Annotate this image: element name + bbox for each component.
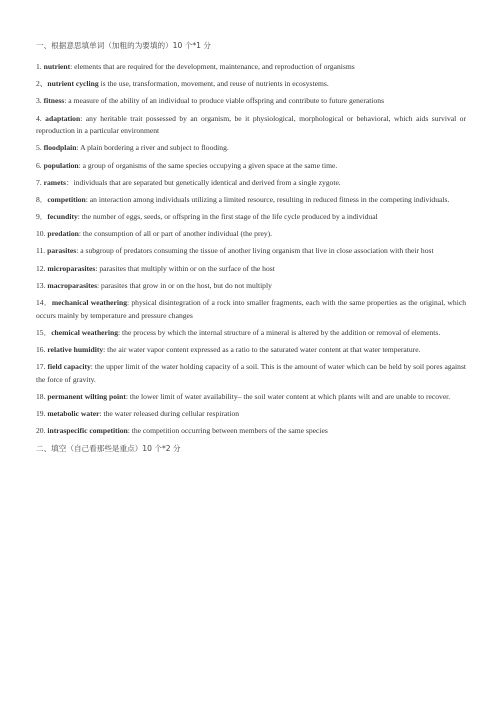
- item-definition: : the lower limit of water availability– the soil water content at which plants wilt and are unable to recover.: [125, 391, 451, 401]
- item-definition: : the number of eggs, seeds, or offspring in the first stage of the life cycle produced by a individual: [77, 212, 378, 222]
- item-definition: is the use, transformation, movement, and reuse of nutrients in ecosystems.: [98, 79, 329, 89]
- item-term: population: [43, 160, 79, 170]
- item-term: parasites: [47, 246, 77, 256]
- item-definition: : any heritable trait possessed by an organism, be it physiological, morphological or behavioral, which aids survival or reproduction in a particular environment: [36, 113, 467, 136]
- item-number: 6.: [36, 160, 44, 170]
- definition-item: [36, 280, 466, 293]
- item-number: 3.: [36, 96, 44, 106]
- item-definition: : the air water vapor content expressed as a ratio to the saturated water content at that water temperature.: [103, 345, 421, 354]
- item-number: 7.: [36, 177, 44, 187]
- definition-item: [36, 61, 466, 74]
- section-1-heading: 一、根据意思填单词（加粗的为要填的）10 个*1 分: [36, 41, 211, 50]
- definition-item: [36, 327, 466, 340]
- definition-item: [36, 344, 466, 357]
- item-number: 20.: [36, 426, 48, 436]
- item-definition: : the competition occurring between members of the same species: [127, 426, 328, 436]
- item-number: 11.: [36, 246, 48, 256]
- item-number: 8．: [36, 194, 48, 204]
- definition-item: [36, 263, 466, 276]
- item-number: 9．: [36, 212, 48, 222]
- item-term: competition: [47, 194, 86, 204]
- item-number: 17.: [36, 362, 48, 372]
- item-number: 5.: [36, 143, 44, 153]
- item-number: 16.: [36, 345, 48, 354]
- item-definition: : A plain bordering a river and subject to flooding.: [76, 143, 229, 153]
- item-term: nutrient cycling: [47, 79, 99, 89]
- definition-item: [36, 211, 466, 224]
- definition-item: [36, 160, 466, 173]
- definition-item: [36, 228, 466, 241]
- item-term: predation: [47, 229, 79, 239]
- item-term: microparasites: [47, 263, 96, 273]
- definition-item: [36, 297, 466, 322]
- definition-item: [36, 425, 466, 438]
- item-definition: : the process by which the internal structure of a mineral is altered by the addition or removal of elements.: [118, 327, 441, 337]
- item-number: 18.: [36, 391, 48, 401]
- definition-list: [36, 61, 466, 438]
- definition-item: [36, 391, 466, 404]
- item-term: ramets: [43, 177, 66, 187]
- item-number: 15．: [36, 327, 52, 337]
- item-term: mechanical weathering: [51, 298, 128, 308]
- item-term: chemical weathering: [51, 327, 119, 337]
- item-number: 14．: [36, 298, 52, 308]
- item-number: 19.: [36, 409, 48, 419]
- item-term: fitness: [43, 96, 65, 106]
- item-definition: : physical disintegration of a rock into smaller fragments, each with the same properties as the original, which occurs mainly by temperature and pressure changes: [36, 298, 466, 320]
- definition-item: [36, 113, 466, 138]
- item-number: 10.: [36, 229, 48, 239]
- item-term: permanent wilting point: [47, 391, 126, 401]
- section-2-heading: 二、填空（自己看那些是重点）10 个*2 分: [36, 443, 181, 453]
- item-definition: : a group of organisms of the same species occupying a given space at the same time.: [78, 160, 338, 170]
- item-definition: : a measure of the ability of an individual to produce viable offspring and contribute to future generations: [64, 96, 385, 106]
- item-definition: : a subgroup of predators consuming the tissue of another living organism that live in close association with their host: [76, 246, 434, 256]
- item-number: 1.: [36, 62, 44, 71]
- definition-item: [36, 78, 466, 91]
- item-number: 2、: [36, 79, 48, 89]
- definition-item: [36, 408, 466, 421]
- item-term: macroparasites: [47, 280, 98, 290]
- definition-item: [36, 142, 466, 155]
- item-term: floodplain: [43, 143, 77, 153]
- item-term: field capacity: [47, 362, 91, 372]
- item-number: 12.: [36, 263, 48, 273]
- definition-item: [36, 245, 466, 258]
- definition-item: [36, 194, 466, 207]
- item-term: metabolic water: [47, 409, 100, 419]
- item-definition: : the water released during cellular respiration: [99, 409, 240, 419]
- item-definition: : parasites that multiply within or on the surface of the host: [95, 263, 275, 273]
- definition-item: [36, 95, 466, 108]
- definition-item: [36, 361, 466, 386]
- item-term: nutrient: [43, 62, 71, 71]
- item-term: relative humidity: [47, 345, 104, 354]
- item-number: 13.: [36, 280, 48, 290]
- item-term: intraspecific competition: [47, 426, 128, 436]
- item-term: fecundity: [47, 212, 78, 222]
- item-number: 4.: [36, 113, 46, 123]
- item-definition: : elements that are required for the development, maintenance, and reproduction of organisms: [70, 62, 355, 71]
- item-definition: : the upper limit of the water holding capacity of a soil. This is the amount of water which can be held by soil pores against the force of gravity.: [36, 362, 467, 384]
- item-definition: : an interaction among individuals utilizing a limited resource, resulting in reduced fitness in the competing individuals.: [85, 194, 450, 204]
- definition-item: [36, 177, 466, 190]
- item-definition: : the consumption of all or part of another individual (the prey).: [78, 229, 273, 239]
- item-term: adaptation: [45, 113, 81, 123]
- item-definition: ：individuals that are separated but genetically identical and derived from a single zygote.: [65, 177, 341, 187]
- item-definition: : parasites that grow in or on the host, but do not multiply: [97, 280, 272, 290]
